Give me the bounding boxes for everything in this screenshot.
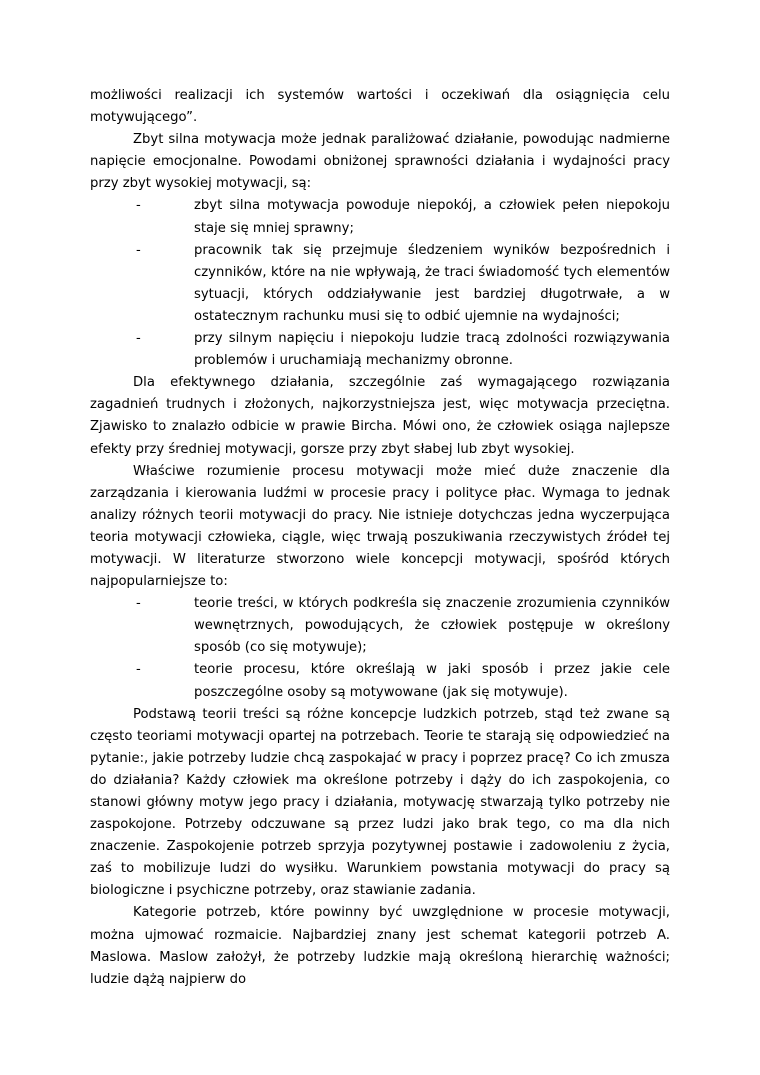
list-bullet: - <box>136 198 141 214</box>
list-item <box>90 593 670 659</box>
paragraph: możliwości realizacji ich systemów wartości i oczekiwań dla osiągnięcia celu motywującego”. <box>90 88 670 126</box>
list-item-text: teorie treści, w których podkreśla się znaczenie zrozumienia czynników wewnętrznych, powodujących, że człowiek postępuje w określony sposób (co się motywuje); <box>194 596 670 656</box>
bullet-list <box>90 195 670 372</box>
list-item <box>90 240 670 328</box>
paragraph: Zbyt silna motywacja może jednak paraliżować działanie, powodując nadmierne napięcie emocjonalne. Powodami obniżonej sprawności działania i wydajności pracy przy zbyt wysokiej motywacji, są: <box>90 132 670 192</box>
list-bullet: - <box>136 596 141 612</box>
document-body <box>90 85 670 991</box>
paragraph: Kategorie potrzeb, które powinny być uwzględnione w procesie motywacji, można ujmować rozmaicie. Najbardziej znany jest schemat kategorii potrzeb A. Maslowa. Maslow założył, że potrzeby ludzkie mają określoną hierarchię ważności; ludzie dążą najpierw do <box>90 905 670 987</box>
list-item-text: teorie procesu, które określają w jaki sposób i przez jakie cele poszczególne osoby są motywowane (jak się motywuje). <box>194 662 670 700</box>
list-bullet: - <box>136 662 141 678</box>
list-item <box>90 328 670 372</box>
list-item <box>90 195 670 239</box>
list-item <box>90 659 670 703</box>
paragraph: Właściwe rozumienie procesu motywacji może mieć duże znaczenie dla zarządzania i kierowania ludźmi w procesie pracy i polityce płac. Wymaga to jednak analizy różnych teorii motywacji do pracy. Nie istnieje dotychczas jedna wyczerpująca teoria motywacji człowieka, ciągle, więc trwają poszukiwania rzeczywistych źródeł tej motywacji. W literaturze stworzono wiele koncepcji motywacji, spośród których najpopularniejsze to: <box>90 463 670 590</box>
list-bullet: - <box>136 331 141 347</box>
list-bullet: - <box>136 242 141 258</box>
paragraph: Dla efektywnego działania, szczególnie zaś wymagającego rozwiązania zagadnień trudnych i złożonych, najkorzystniejsza jest, więc motywacja przeciętna. Zjawisko to znalazło odbicie w prawie Bircha. Mówi ono, że człowiek osiąga najlepsze efekty przy średniej motywacji, gorsze przy zbyt słabej lub zbyt wysokiej. <box>90 375 670 457</box>
bullet-list <box>90 593 670 703</box>
list-item-text: przy silnym napięciu i niepokoju ludzie tracą zdolności rozwiązywania problemów i uruchamiają mechanizmy obronne. <box>194 331 670 369</box>
list-item-text: zbyt silna motywacja powoduje niepokój, a człowiek pełen niepokoju staje się mniej sprawny; <box>194 198 670 236</box>
paragraph: Podstawą teorii treści są różne koncepcje ludzkich potrzeb, stąd też zwane są często teoriami motywacji opartej na potrzebach. Teorie te starają się odpowiedzieć na pytanie:, jakie potrzeby ludzie chcą zaspokajać w pracy i poprzez pracę? Co ich zmusza do działania? Każdy człowiek ma określone potrzeby i dąży do ich zaspokojenia, co stanowi główny motyw jego pracy i działania, motywację stwarzają tylko potrzeby nie zaspokojone. Potrzeby odczuwane są przez ludzi jako brak tego, co ma dla nich znaczenie. Zaspokojenie potrzeb sprzyja pozytywnej postawie i zadowoleniu z życia, zaś to mobilizuje ludzi do wysiłku. Warunkiem powstania motywacji do pracy są biologiczne i psychiczne potrzeby, oraz stawianie zadania. <box>90 706 670 899</box>
list-item-text: pracownik tak się przejmuje śledzeniem wyników bezpośrednich i czynników, które na nie wpływają, że traci świadomość tych elementów sytuacji, których oddziaływanie jest bardziej długotrwałe, a w ostatecznym rachunku musi się to odbić ujemnie na wydajności; <box>194 242 670 324</box>
